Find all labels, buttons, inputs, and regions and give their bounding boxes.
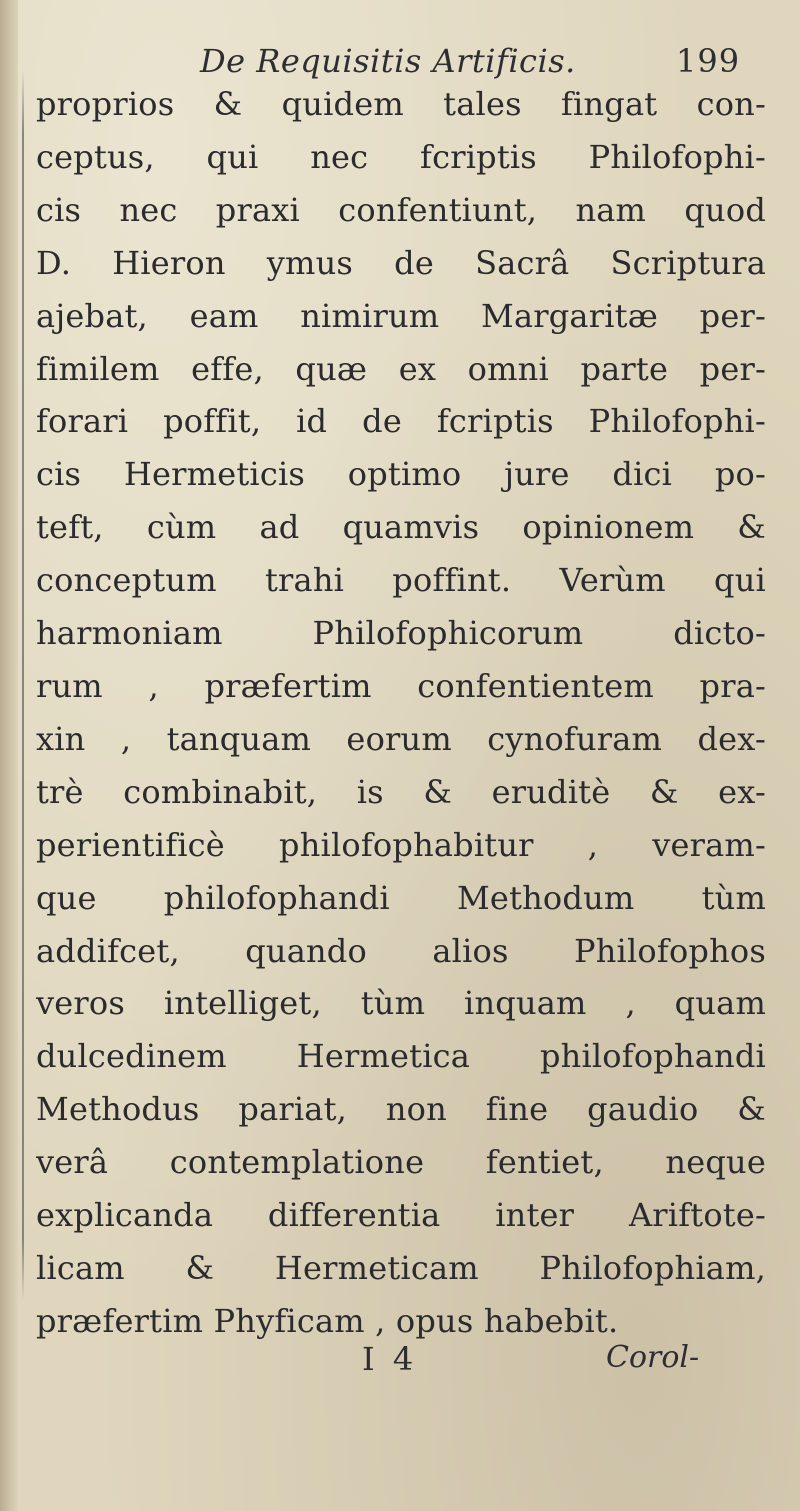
text-line: dulcedinem Hermetica philofophandi — [36, 1037, 766, 1076]
page-number: 199 — [676, 42, 741, 80]
text-line: forari poffit, id de fcriptis Philofophi- — [36, 402, 766, 441]
text-line: explicanda differentia inter Ariftote- — [36, 1196, 766, 1235]
text-line: trè combinabit, is & eruditè & ex- — [36, 772, 766, 811]
text-line: xin , tanquam eorum cynofuram dex- — [36, 719, 766, 758]
text-line: præfertim Phyficam , opus habebit. — [36, 1301, 619, 1340]
text-line: harmoniam Philofophicorum dicto- — [36, 614, 766, 653]
text-line: verâ contemplatione fentiet, neque — [36, 1143, 766, 1182]
text-line: que philofophandi Methodum tùm — [36, 878, 766, 917]
text-line: proprios & quidem tales fingat con- — [36, 85, 766, 123]
catchword: Corol- — [606, 1340, 700, 1375]
text-line: conceptum trahi poffint. Verùm qui — [36, 561, 766, 600]
signature-mark: I 4 — [362, 1340, 418, 1378]
text-line: addifcet, quando alios Philofophos — [36, 931, 766, 970]
text-line: cis nec praxi confentiunt, nam quod — [36, 190, 766, 229]
text-line: fimilem effe, quæ ex omni parte per- — [36, 349, 766, 388]
text-line: ajebat, eam nimirum Margaritæ per- — [36, 296, 766, 335]
text-line: rum , præfertim confentientem pra- — [36, 666, 766, 705]
text-line: cis Hermeticis optimo jure dici po- — [36, 455, 766, 494]
text-line: ceptus, qui nec fcriptis Philofophi- — [36, 137, 766, 176]
text-line: veros intelliget, tùm inquam , quam — [36, 984, 766, 1023]
text-line: Methodus pariat, non fine gaudio & — [36, 1090, 766, 1129]
text-line: licam & Hermeticam Philofophiam, — [36, 1248, 766, 1287]
text-line: teft, cùm ad quamvis opinionem & — [36, 508, 766, 547]
page-gutter — [0, 0, 18, 1511]
body-text — [36, 78, 766, 1348]
gutter-binding-line — [22, 70, 24, 1300]
running-title: De Requisitis Artificis. — [200, 42, 576, 80]
text-line: D. Hieron ymus de Sacrâ Scriptura — [36, 243, 766, 282]
text-line: perientificè philofophabitur , veram- — [36, 825, 766, 864]
